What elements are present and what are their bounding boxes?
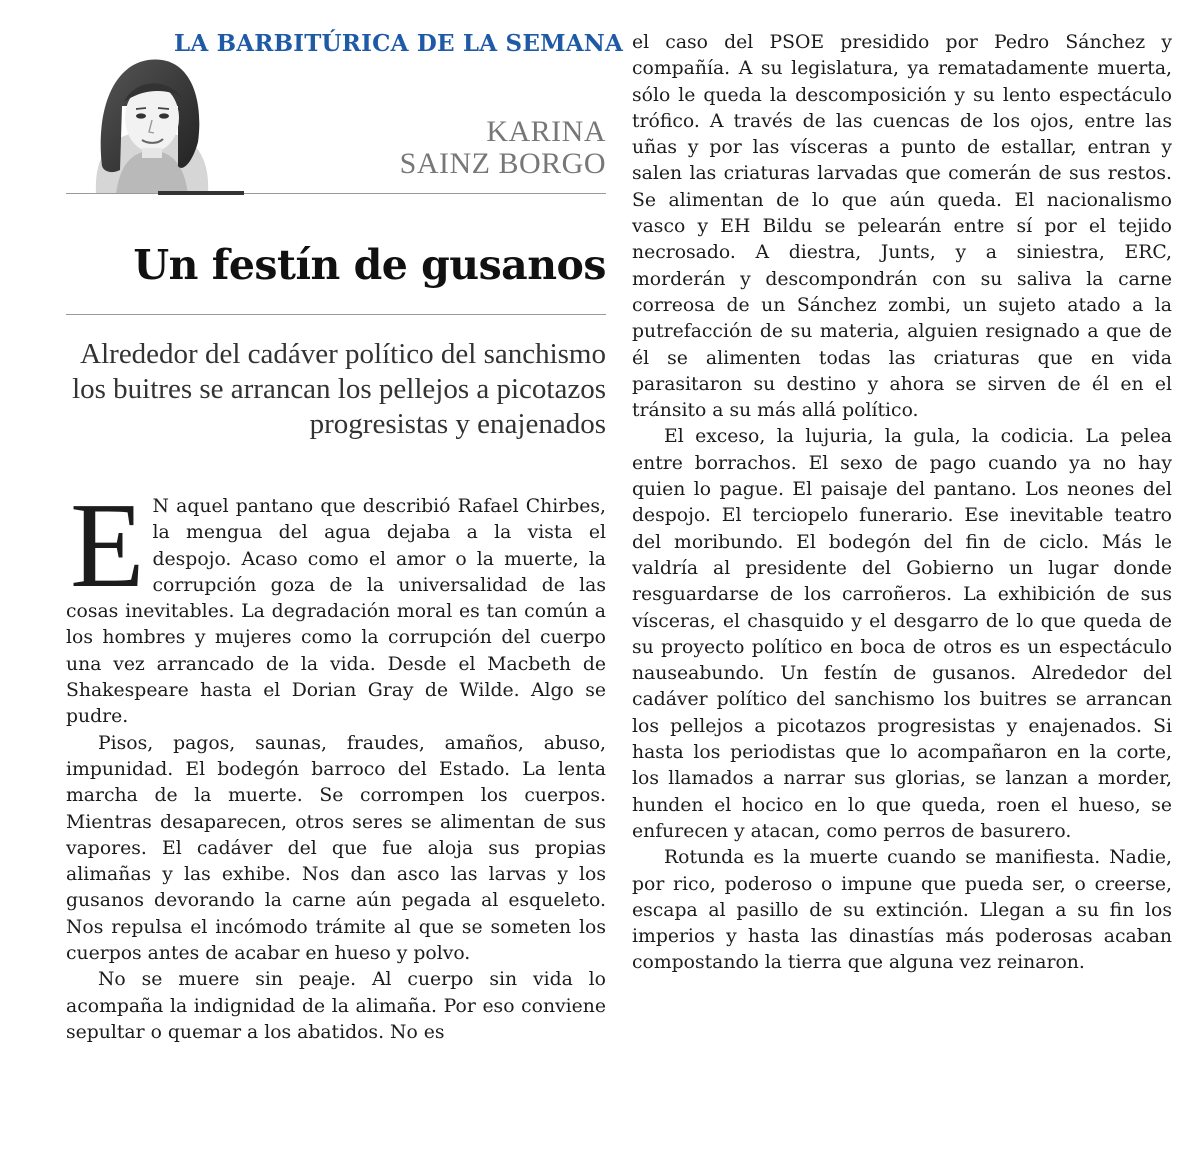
- author-last-name: SAINZ BORGO: [399, 147, 606, 180]
- article-paragraph: El exceso, la lujuria, la gula, la codicia. La pelea entre borrachos. El sexo de pago cuando ya no hay quien lo pague. El paisaje del pantano. Los neones del despojo. El terciopelo funerario. Ese inevitable teatro del moribundo. El bodegón del fin de ciclo. Más le valdría al presidente del Gobierno un lugar donde resguardarse de los carroñeros. La exhibición de sus vísceras, el chasquido y el desgarro de lo que queda de su proyecto político en boca de otros es un espectáculo nauseabundo. Un festín de gusanos. Alrededor del cadáver político del sanchismo los buitres se arrancan los pellejos a picotazos progresistas y enajenados. Si hasta los periodistas que lo acompañaron en la corte, los llamados a narrar sus glorias, se lanzan a morder, hunden el hocico en lo que queda, roen el hueso, se enfurecen y atacan, como perros de basurero.: [632, 426, 1172, 842]
- article-paragraph: Rotunda es la muerte cuando se manifiesta. Nadie, por rico, poderoso o impune que pueda ser, o creerse, escapa al pasillo de su extinción. Llegan a su fin los imperios y hasta las dinastías más poderosas acaban compostando la tierra que alguna vez reinaron.: [632, 847, 1172, 974]
- article-paragraph: E N aquel pantano que describió Rafael Chirbes, la mengua del agua dejaba a la vista el despojo. Acaso como el amor o la muerte, la corrupción goza de la universalidad de las cosas inevitables. La degradación moral es tan común a los hombres y mujeres como la corrupción del cuerpo una vez arrancado de la vida. Desde el Macbeth de Shakespeare hasta el Dorian Gray de Wilde. Algo se pudre.: [66, 478, 606, 728]
- column-header: [66, 22, 624, 194]
- right-column: [632, 30, 1172, 977]
- lead-subheadline: Alrededor del cadáver político del sanchismo los buitres se arrancan los pellejos a picotazos progresistas y enajenados: [72, 338, 606, 440]
- drop-cap: E: [70, 478, 145, 613]
- author-byline: [400, 116, 606, 180]
- article-body-left: [66, 478, 606, 1046]
- left-column: [66, 22, 624, 1046]
- headline: Un festín de gusanos: [133, 241, 606, 289]
- article-paragraph: el caso del PSOE presidido por Pedro Sánchez y compañía. A su legislatura, ya rematadamente muerta, sólo le queda la descomposición y su lento espectáculo trófico. A través de las cuencas de los ojos, entre las uñas y por las vísceras a punto de estallar, entran y salen las criaturas larvadas que comerán de sus restos. Se alimentan de lo que aún queda. El nacionalismo vasco y EH Bildu se pelearán entre sí por el tejido necrosado. A diestra, Junts, y a siniestra, ERC, morderán y descompondrán con su saliva la carne correosa de un Sánchez zombi, un sujeto atado a la putrefacción de su materia, alguien resignado a que de él se alimenten todas las criaturas que en vida parasitaron su destino y ahora se sirven de él en el tránsito a su más allá político.: [632, 32, 1172, 422]
- header-rule: [66, 193, 606, 194]
- author-portrait: [86, 46, 218, 194]
- section-label: LA BARBITÚRICA DE LA SEMANA: [174, 30, 624, 57]
- article-body-right: [632, 30, 1172, 977]
- author-first-name: KARINA: [486, 115, 606, 148]
- article-paragraph: No se muere sin peaje. Al cuerpo sin vida lo acompaña la indignidad de la alimaña. Por eso conviene sepultar o quemar a los abatidos. No es: [66, 969, 606, 1043]
- header-rule-accent: [158, 191, 244, 195]
- article-paragraph: Pisos, pagos, saunas, fraudes, amaños, abuso, impunidad. El bodegón barroco del Estado. La lenta marcha de la muerte. Se corrompen los cuerpos. Mientras desaparecen, otros seres se alimentan de sus vapores. El cadáver del que fue aloja sus propias alimañas y las exhibe. Nos dan asco las larvas y los gusanos devorando la carne aún pegada al esqueleto. Nos repulsa el incómodo trámite al que se someten los cuerpos antes de acabar en hueso y polvo.: [66, 732, 606, 965]
- headline-rule: [66, 314, 606, 315]
